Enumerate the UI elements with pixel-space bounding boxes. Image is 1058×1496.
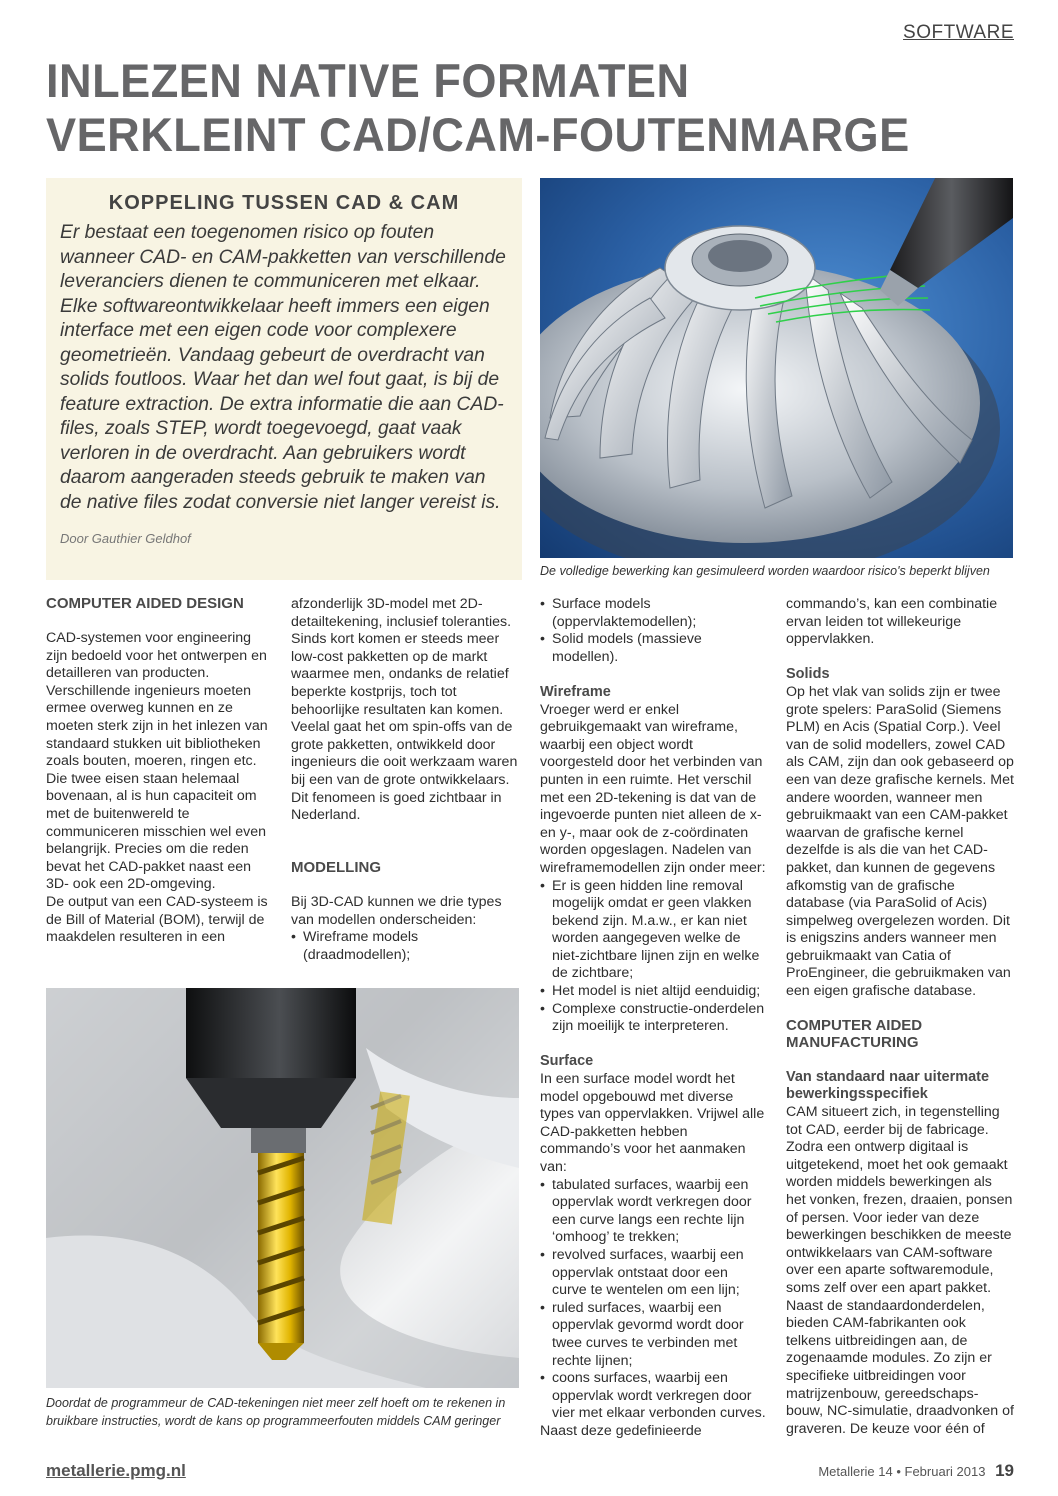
paragraph: In een surface model wordt het model opgebouwd met diverse types van oppervlakken. Vrijwel alle CAD-pakketten hebben commando’s voor het aanmaken van: — [540, 1071, 765, 1175]
list-item: • tabulated surfaces, waarbij een oppervlak wordt verkregen door een curve langs een rechte lijn ‘omhoog’ te trekken; — [540, 1177, 766, 1247]
issue-info: Metallerie 14 • Februari 2013 — [818, 1464, 986, 1479]
byline: Door Gauthier Geldhof — [60, 531, 191, 546]
list-item: • ruled surfaces, waarbij een oppervlak gevormd wordt door twee curves te verbinden met rechte lijnen; — [540, 1300, 766, 1370]
list-item: • Er is geen hidden line removal mogelijk omdat er geen vlakken bekend zijn. M.a.w., er kan niet worden aangegeven welke de niet-zichtbare lijnen zijn en welke de zichtbare; — [540, 878, 766, 984]
column-3 — [540, 596, 766, 1441]
milling-cutter-illustration — [46, 988, 519, 1388]
headline — [46, 54, 910, 162]
heading-cad: COMPUTER AIDED DESIGN — [46, 595, 244, 612]
milling-caption: Doordat de programmeur de CAD-tekeningen niet meer zelf hoeft om te rekenen in bruikbare instructies, wordt de kans op programmeerfouten middels CAM geringer — [46, 1396, 506, 1428]
impeller-caption: De volledige bewerking kan gesimuleerd worden waardoor risico's beperkt blijven — [540, 564, 990, 578]
headline-line-1: INLEZEN NATIVE FORMATEN — [46, 54, 690, 107]
list-item: • coons surfaces, waarbij een oppervlak wordt verkregen door vier met elkaar verbonden curves. — [540, 1370, 766, 1423]
list-item: • revolved surfaces, waarbij een oppervlak ontstaat door een curve te wentelen om een lijn; — [540, 1247, 766, 1300]
paragraph: De output van een CAD-systeem is de Bill of Material (BOM), terwijl de maakdelen resulteren in een — [46, 894, 268, 946]
section-label: SOFTWARE — [903, 22, 1014, 43]
intro-box — [46, 178, 522, 580]
page-footer — [818, 1461, 1014, 1481]
paragraph: afzonderlijk 3D-model met 2D-detailtekening, inclusief toleranties. Sinds kort komen er steeds meer low-cost pakketten op de markt waarmee men, ondanks de relatief beperkte kostprijs, toch tot behoorlijke resultaten kan komen. Veelal gaat het om spin-offs van de grote pakketten, ontwikkeld door ingenieurs die ooit werkzaam waren bij een van de grote ontwikkelaars. Dit fenomeen is goed zichtbaar in Nederland. — [291, 596, 518, 824]
paragraph: Vroeger werd er enkel gebruikgemaakt van wireframe, waarbij een object wordt voorgesteld door het verbinden van punten in een ruimte. Het verschil met een 2D-tekening is dat van de ingevoerde punten niet alleen de x- en y-, maar ook de z-coördinaten worden opgeslagen. Nadelen van wireframemodellen zijn onder meer: — [540, 701, 766, 876]
subheading-cam: Van standaard naar uitermate bewerkingsspecifiek — [786, 1068, 990, 1103]
paragraph: CAM situeert zich, in tegenstelling tot CAD, eerder bij de fabricage. Zodra een ontwerp digitaal is uitgetekend, moet het ook gemaakt worden middels bewerkingen als het vonken, frezen, draaien, ponsen of persen. Voor ieder van deze bewerkingen beschikken de meeste ontwikkelaars van CAM-software over een aparte softwaremodule, soms zelf over een apart pakket. Naast de standaardonderdelen, bieden CAM-fabrikanten ook telkens uitbreidingen aan, de zogenaamde modules. Zo zijn er specifieke uitbreidingen voor matrijzenbouw, gereedschaps-bouw, NC-simulatie, draadvonken of graveren. De keuze voor één of — [786, 1104, 1014, 1437]
intro-text: Er bestaat een toegenomen risico op fouten wanneer CAD- en CAM-pakketten van verschillende leveranciers dienen te communiceren met elkaar. Elke softwareontwikkelaar heeft immers een eigen interface met een eigen code voor complexere geometrieën. Vandaag gebeurt de overdracht van solids foutloos. Waar het dan wel fout gaat, is bij de feature extraction. De extra informatie die aan CAD-files, zoals STEP, wordt toegevoegd, gaat vaak verloren in de overdracht. Aan gebruikers wordt daarom aangeraden steeds gebruik te maken van de native files zodat conversie niet langer vereist is. — [60, 222, 506, 513]
impeller-illustration — [540, 178, 1013, 558]
page-number: 19 — [995, 1461, 1014, 1480]
list-item: • Complexe constructie-onderdelen zijn moeilijk te interpreteren. — [540, 1001, 766, 1036]
headline-line-2: VERKLEINT CAD/CAM-FOUTENMARGE — [46, 108, 910, 161]
paragraph: commando’s, kan een combinatie ervan leiden tot willekeurige oppervlakken. — [786, 596, 998, 648]
heading-cam: COMPUTER AIDED MANUFACTURING — [786, 1017, 923, 1051]
impeller-image — [540, 178, 1013, 558]
surface-types-list — [540, 1177, 766, 1423]
subheading-solids: Solids — [786, 666, 830, 683]
website-link[interactable]: metallerie.pmg.nl — [46, 1461, 186, 1480]
list-item: • Solid models (massieve modellen). — [540, 631, 766, 666]
model-types-list — [291, 929, 519, 964]
intro-title: KOPPELING TUSSEN CAD & CAM — [108, 192, 460, 214]
model-types-list-cont — [540, 596, 766, 666]
wireframe-drawbacks-list — [540, 878, 766, 1036]
paragraph: CAD-systemen voor engineering zijn bedoeld voor het ontwerpen en detailleren van producten. Verschillende ingenieurs moeten ermee overweg kunnen en ze moeten sterk zijn in het inlezen van standaard stukken uit bibliotheken zoals bouten, moeren, ringen etc. Die twee eisen staan helemaal bovenaan, al is hun capaciteit om met de buitenwereld te communiceren misschien wel even belangrijk. Precies om die reden bevat het CAD-pakket naast een 3D- ook een 2D-omgeving. — [46, 630, 268, 893]
subheading-surface: Surface — [540, 1053, 594, 1070]
column-2 — [291, 596, 519, 964]
list-item: • Surface models (oppervlaktemodellen); — [540, 596, 766, 631]
column-1 — [46, 596, 274, 947]
paragraph: Naast deze gedefinieerde — [540, 1422, 702, 1439]
heading-modelling: MODELLING — [291, 858, 381, 876]
subheading-wireframe: Wireframe — [540, 683, 611, 700]
column-4 — [786, 596, 1014, 1438]
list-item: • Wireframe models (draadmodellen); — [291, 929, 519, 964]
paragraph: Op het vlak van solids zijn er twee grote spelers: ParaSolid (Siemens PLM) en Acis (Spatial Corp.). Veel van de solid modellers, zowel CAD als CAM, zijn dan ook gebaseerd op een van deze grafische kernels. Met andere woorden, wanneer men gebruikmaakt van een CAM-pakket waarvan de grafische kernel dezelfde is als die van het CAD-pakket, dan kunnen de gegevens afkomstig van de grafische database (via ParaSolid of Acis) simpelweg overgelezen worden. Dit is enigszins anders wanneer men gebruikmaakt van Catia of ProEngineer, die gebruikmaken van een eigen grafische database. — [786, 683, 1014, 1000]
milling-image — [46, 988, 519, 1388]
list-item: • Het model is niet altijd eenduidig; — [540, 983, 766, 1001]
paragraph: Bij 3D-CAD kunnen we drie types van modellen onderscheiden: — [291, 894, 502, 928]
